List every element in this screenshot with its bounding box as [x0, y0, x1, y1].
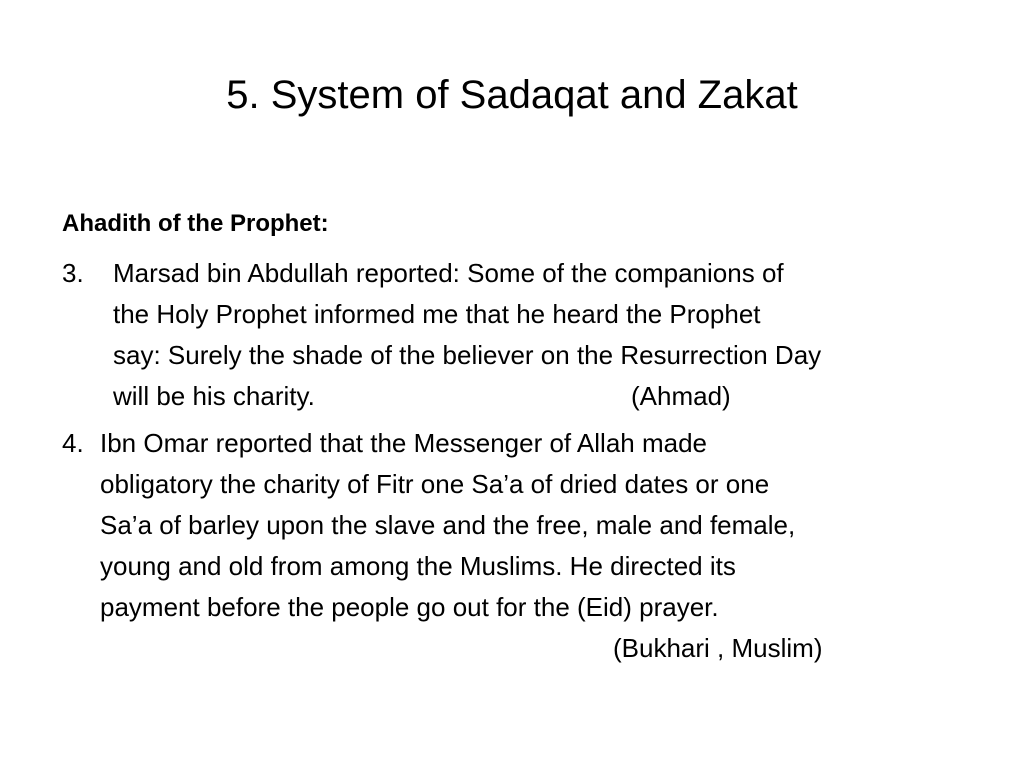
item-text-line: Ibn Omar reported that the Messenger of Allah made	[100, 428, 708, 458]
item-text-line: will be his charity.	[113, 381, 315, 411]
item-text-line: say: Surely the shade of the believer on the Resurrection Day	[113, 340, 822, 370]
section-subheading: Ahadith of the Prophet:	[62, 210, 329, 237]
slide-title: 5. System of Sadaqat and Zakat	[226, 73, 798, 117]
item-text-line: the Holy Prophet informed me that he heard the Prophet	[113, 299, 761, 329]
item-text	[100, 423, 823, 663]
item-text-line: Marsad bin Abdullah reported: Some of the companions of	[113, 258, 784, 288]
item-text-line: Sa’a of barley upon the slave and the free, male and female,	[100, 510, 796, 540]
item-text	[113, 253, 821, 417]
item-number: 4.	[62, 428, 84, 458]
item-number: 3.	[62, 258, 84, 288]
item-text-line: obligatory the charity of Fitr one Sa’a of dried dates or one	[100, 469, 770, 499]
item-citation: (Ahmad)	[631, 381, 731, 411]
item-text-line: young and old from among the Muslims. He directed its	[100, 551, 736, 581]
item-citation: (Bukhari , Muslim)	[613, 633, 823, 663]
item-text-line: payment before the people go out for the (Eid) prayer.	[100, 592, 719, 622]
